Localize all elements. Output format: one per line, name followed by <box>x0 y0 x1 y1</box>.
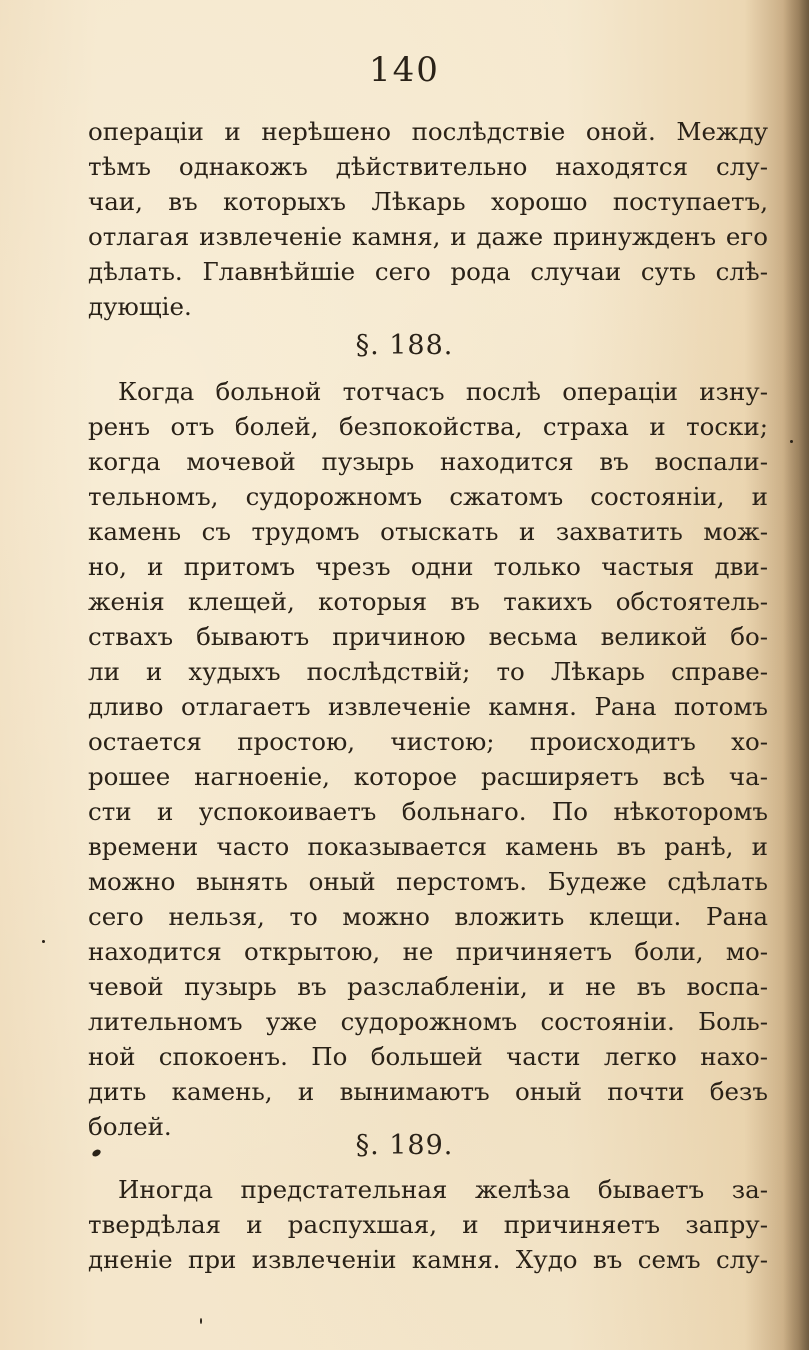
text-line: Иногда предстательная желѣза бываетъ за- <box>118 1175 768 1204</box>
section-heading-189: §. 189. <box>355 1130 454 1161</box>
text-line: лительномъ уже судорожномъ состояніи. Боль- <box>88 1007 768 1036</box>
text-line: ренъ отъ болей, безпокойства, страха и тоски; <box>88 412 768 441</box>
text-line: рошее нагноеніе, которое расширяетъ всѣ ча- <box>88 762 768 791</box>
page-number: 140 <box>369 50 440 90</box>
text-line: находится открытою, не причиняетъ боли, мо- <box>88 937 768 966</box>
text-line: камень съ трудомъ отыскать и захватить мож- <box>88 517 768 546</box>
text-line: дѣлать. Главнѣйшіе сего рода случаи суть слѣ- <box>88 257 768 286</box>
text-line: тельномъ, судорожномъ сжатомъ состояніи, и <box>88 482 768 511</box>
text-line: женія клещей, которыя въ такихъ обстоятель- <box>88 587 768 616</box>
text-line: отлагая извлеченіе камня, и даже принужденъ его <box>88 222 768 251</box>
text-line: ствахъ бываютъ причиною весьма великой бо- <box>88 622 768 651</box>
text-line: времени часто показывается камень въ ранѣ, и <box>88 832 768 861</box>
text-line: ли и худыхъ послѣдствій; то Лѣкарь справе- <box>88 657 768 686</box>
text-line: чаи, въ которыхъ Лѣкарь хорошо поступаетъ, <box>88 187 768 216</box>
text-line: Когда больной тотчасъ послѣ операціи изну- <box>118 377 768 406</box>
section-heading-188: §. 188. <box>355 330 454 361</box>
text-line: когда мочевой пузырь находится въ воспали- <box>88 447 768 476</box>
text-line: дненіе при извлеченіи камня. Худо въ семъ слу- <box>88 1245 768 1274</box>
paragraph-section-189 <box>88 1172 768 1277</box>
text-line: дливо отлагаетъ извлеченіе камня. Рана потомъ <box>88 692 768 721</box>
text-line: чевой пузырь въ разслабленіи, и не въ воспа- <box>88 972 768 1001</box>
text-line: дить камень, и вынимаютъ оный почти безъ <box>88 1077 768 1106</box>
text-line: дующіе. <box>88 292 192 321</box>
paragraph-section-188 <box>88 374 768 1144</box>
ink-speck <box>790 440 793 443</box>
text-line: операціи и нерѣшено послѣдствіе оной. Между <box>88 117 768 146</box>
text-line: остается простою, чистою; происходитъ хо- <box>88 727 768 756</box>
text-line: болей. <box>88 1112 172 1141</box>
ink-speck <box>42 940 45 943</box>
text-line: сего нельзя, то можно вложить клещи. Рана <box>88 902 768 931</box>
text-line: сти и успокоиваетъ больнаго. По нѣкоторомъ <box>88 797 768 826</box>
text-line: твердѣлая и распухшая, и причиняетъ запру- <box>88 1210 768 1239</box>
text-line: но, и притомъ чрезъ одни только частыя дви- <box>88 552 768 581</box>
ink-speck <box>200 1318 202 1324</box>
text-line: тѣмъ однакожъ дѣйствительно находятся слу- <box>88 152 768 181</box>
text-line: можно вынять оный перстомъ. Будеже сдѣлать <box>88 867 768 896</box>
text-line: ной спокоенъ. По большей части легко нахо- <box>88 1042 768 1071</box>
paragraph-continuation <box>88 114 768 324</box>
